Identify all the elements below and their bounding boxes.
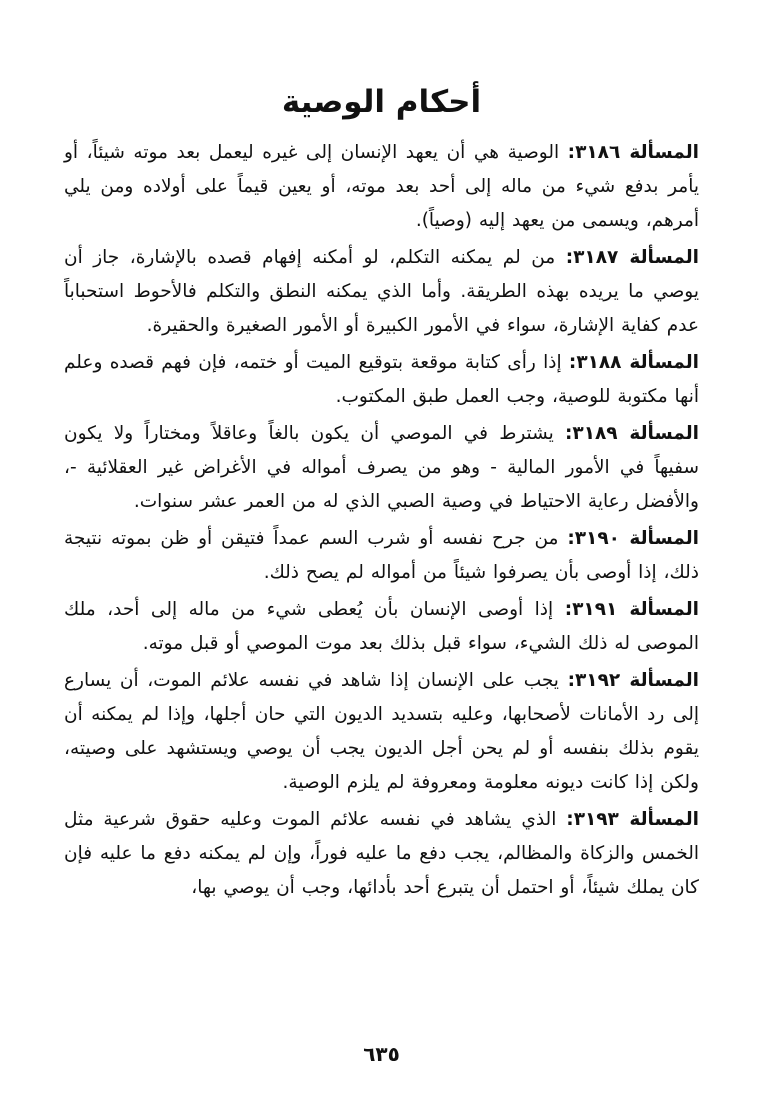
issue-label: المسألة ٣١٩١: [564, 599, 699, 620]
issue-text: الذي يشاهد في نفسه علائم الموت وعليه حقوق شرعية مثل الخمس والزكاة والمظالم، يجب دفع ما عليه فوراً، وإن لم يمكنه دفع ما عليه فإن كان يملك شيئاً، أو احتمل أن يتبرع أحد بأدائها، وجب أن يوصي بها، [64, 809, 699, 898]
issue-label: المسألة ٣١٨٧: [565, 247, 699, 268]
issue-paragraph [64, 664, 699, 800]
issues-list [64, 136, 699, 905]
issue-label: المسألة ٣١٨٨: [568, 352, 699, 373]
issue-text: إذا أوصى الإنسان بأن يُعطى شيء من ماله إلى أحد، ملك الموصى له ذلك الشيء، سواء قبل بذلك بعد موت الموصي أو قبل موته. [64, 599, 699, 654]
issue-paragraph [64, 241, 699, 343]
issue-text: إذا رأى كتابة موقعة بتوقيع الميت أو ختمه، فإن فهم قصده وعلم أنها مكتوبة للوصية، وجب العمل طبق المكتوب. [64, 352, 699, 407]
issue-paragraph [64, 136, 699, 238]
issue-label: المسألة ٣١٨٦: [567, 142, 699, 163]
issue-text: الوصية هي أن يعهد الإنسان إلى غيره ليعمل بعد موته شيئاً، أو يأمر بدفع شيء من ماله إلى أحد بعد موته، أو يعين قيماً على أولاده ومن يلي أمرهم، ويسمى من يعهد إليه (وصياً). [64, 142, 699, 231]
issue-paragraph [64, 803, 699, 905]
issue-text: من جرح نفسه أو شرب السم عمداً فتيقن أو ظن بموته نتيجة ذلك، إذا أوصى بأن يصرفوا شيئاً من أمواله لم يصح ذلك. [64, 528, 699, 583]
issue-paragraph [64, 522, 699, 590]
issue-text: من لم يمكنه التكلم، لو أمكنه إفهام قصده بالإشارة، جاز أن يوصي ما يريده بهذه الطريقة. وأما الذي يمكنه النطق والتكلم فالأحوط استحباباً عدم كفاية الإشارة، سواء في الأمور الكبيرة أو الأمور الصغيرة والحقيرة. [64, 247, 699, 336]
issue-label: المسألة ٣١٩٣: [566, 809, 699, 830]
issue-paragraph [64, 417, 699, 519]
issue-label: المسألة ٣١٩٢: [567, 670, 700, 691]
issue-label: المسألة ٣١٨٩: [565, 423, 699, 444]
issue-text: يشترط في الموصي أن يكون بالغاً وعاقلاً ومختاراً ولا يكون سفيهاً في الأمور المالية - وهو من يصرف أمواله في الأغراض غير العقلائية -، والأفضل رعاية الاحتياط في وصية الصبي الذي له من العمر عشر سنوات. [64, 423, 699, 512]
issue-paragraph [64, 593, 699, 661]
page-title: أحكام الوصية [281, 84, 482, 120]
issue-paragraph [64, 346, 699, 414]
issue-text: يجب على الإنسان إذا شاهد في نفسه علائم الموت، أن يسارع إلى رد الأمانات لأصحابها، وعليه بتسديد الديون التي حان أجلها، وإذا لم يمكنه أن يقوم بذلك بنفسه أو لم يحن أجل الديون يجب أن يوصي ويستشهد على وصيته، ولكن إذا كانت ديونه معلومة ومعروفة لم يلزم الوصية. [64, 670, 699, 793]
page-number: ٦٣٥ [363, 1042, 400, 1066]
issue-label: المسألة ٣١٩٠: [567, 528, 699, 549]
